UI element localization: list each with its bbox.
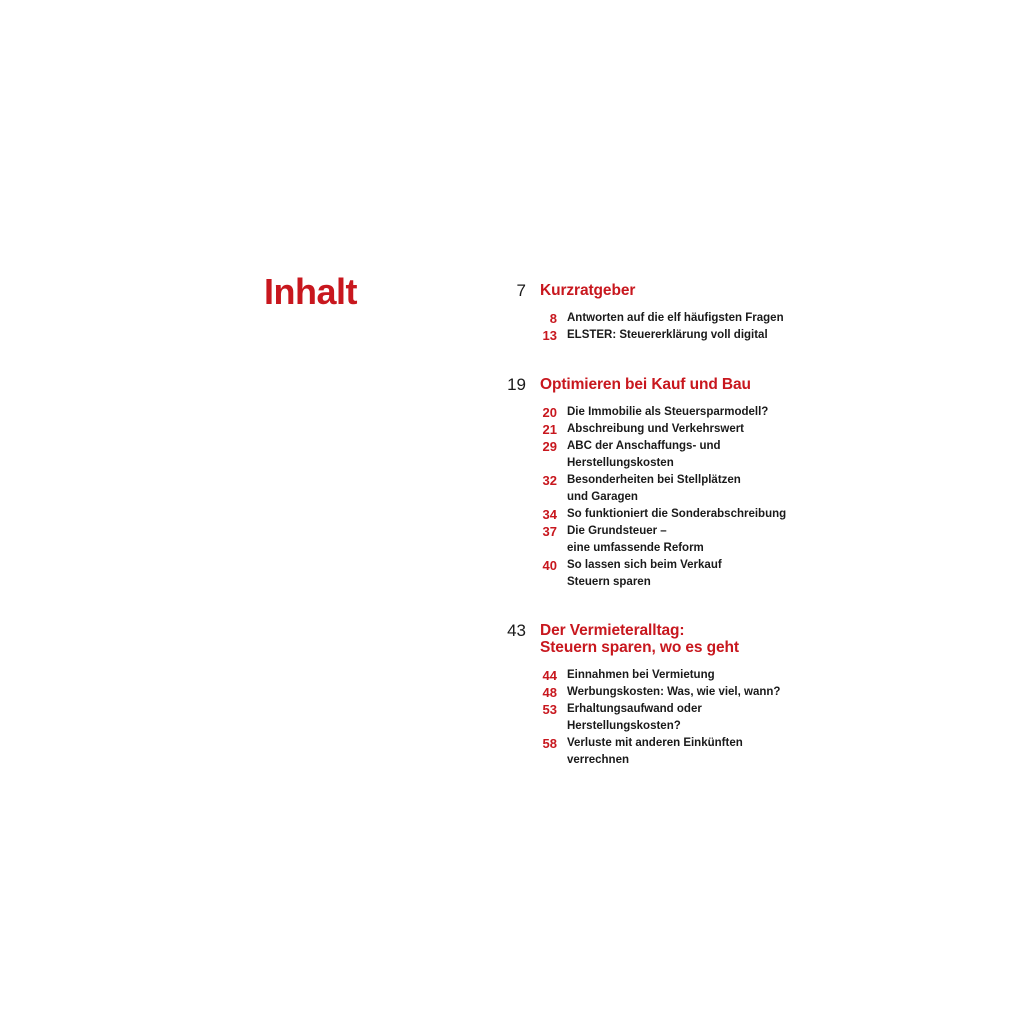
entry-title: ELSTER: Steuererklärung voll digital — [567, 329, 768, 341]
section-page-number: 43 — [507, 621, 526, 640]
toc-section-vermieteralltag — [498, 622, 818, 769]
section-heading[interactable] — [498, 282, 818, 299]
toc-entry[interactable] — [498, 523, 818, 557]
toc-entry[interactable] — [498, 404, 818, 421]
section-entries — [498, 667, 818, 769]
entry-title: Erhaltungsaufwand oder Herstellungskosten? — [567, 703, 702, 732]
entry-title: Besonderheiten bei Stellplätzen und Garagen — [567, 474, 741, 503]
toc-entry[interactable] — [498, 506, 818, 523]
entry-title: Verluste mit anderen Einkünften verrechnen — [567, 737, 743, 766]
toc-entry[interactable] — [498, 421, 818, 438]
toc-section-kauf-und-bau — [498, 376, 818, 591]
section-title: Der Vermieteralltag: Steuern sparen, wo es geht — [540, 622, 739, 656]
entry-title: Einnahmen bei Vermietung — [567, 669, 715, 681]
entry-page-number: 13 — [542, 328, 557, 343]
toc-entry[interactable] — [498, 472, 818, 506]
toc-entry[interactable] — [498, 327, 818, 344]
entry-page-number: 20 — [542, 405, 557, 420]
section-title: Optimieren bei Kauf und Bau — [540, 376, 751, 393]
toc-entry[interactable] — [498, 735, 818, 769]
entry-page-number: 44 — [542, 668, 557, 683]
entry-page-number: 53 — [542, 702, 557, 717]
entry-title: ABC der Anschaffungs- und Herstellungskosten — [567, 440, 721, 469]
entry-page-number: 48 — [542, 685, 557, 700]
section-heading[interactable] — [498, 622, 818, 656]
toc-section-kurzratgeber — [498, 282, 818, 344]
entry-page-number: 29 — [542, 439, 557, 454]
entry-page-number: 34 — [542, 507, 557, 522]
toc-entry[interactable] — [498, 684, 818, 701]
table-of-contents — [498, 282, 818, 769]
toc-entry[interactable] — [498, 310, 818, 327]
entry-page-number: 8 — [549, 311, 557, 326]
page-title: Inhalt — [264, 271, 357, 312]
entry-title: So funktioniert die Sonderabschreibung — [567, 508, 787, 520]
section-entries — [498, 404, 818, 591]
section-title: Kurzratgeber — [540, 282, 636, 299]
entry-page-number: 37 — [542, 524, 557, 539]
toc-entry[interactable] — [498, 557, 818, 591]
entry-title: Werbungskosten: Was, wie viel, wann? — [567, 686, 781, 698]
entry-title: Abschreibung und Verkehrswert — [567, 423, 745, 435]
toc-entry[interactable] — [498, 438, 818, 472]
entry-title: Antworten auf die elf häufigsten Fragen — [567, 312, 784, 324]
toc-entry[interactable] — [498, 701, 818, 735]
section-heading[interactable] — [498, 376, 818, 393]
entry-title: Die Immobilie als Steuersparmodell? — [567, 406, 769, 418]
entry-page-number: 40 — [542, 558, 557, 573]
section-page-number: 7 — [516, 281, 526, 300]
entry-page-number: 21 — [542, 422, 557, 437]
entry-page-number: 58 — [542, 736, 557, 751]
section-page-number: 19 — [507, 375, 526, 394]
entry-title: So lassen sich beim Verkauf Steuern sparen — [567, 559, 722, 588]
toc-entry[interactable] — [498, 667, 818, 684]
entry-page-number: 32 — [542, 473, 557, 488]
section-entries — [498, 310, 818, 344]
entry-title: Die Grundsteuer – eine umfassende Reform — [567, 525, 704, 554]
